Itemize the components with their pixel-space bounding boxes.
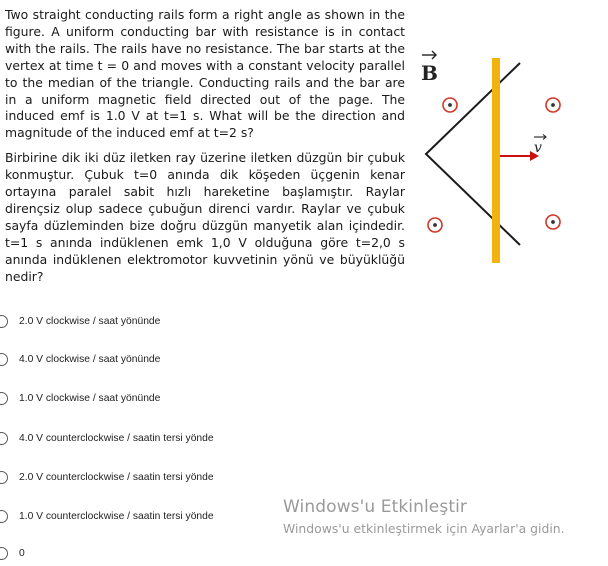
windows-activation-watermark [283,497,565,536]
velocity-label [534,135,546,157]
conducting-rails [426,63,520,245]
rail-figure [410,45,580,265]
answer-option-label: 4.0 V counterclockwise / saatin tersi yönde [19,432,214,444]
answer-option-label: 2.0 V clockwise / saat yönünde [19,315,161,327]
radio-button[interactable] [0,392,8,405]
answer-option[interactable] [0,467,214,487]
conducting-bar [492,58,500,263]
question-turkish: Birbirine dik iki düz iletken ray üzerine iletken düzgün bir çubuk konmuştur. Çubuk t=0 anında dik köşeden üçgenin kenar ortayına paralel sabit hızlı hareketine başlamıştır. Raylar dirençsiz olup sadece çubuğun direnci vardır. Raylar ve çubuk sayfa düzleminden bize doğru düzgün manyetik alan içindedir. t=1 s anında indüklenen emk 1,0 V olduğuna göre t=2,0 s anında indüklenen elektromotor kuvvetinin yönü ve büyüklüğü nedir? [5,150,405,284]
field-label-text: B [421,61,438,85]
answer-option-label: 2.0 V counterclockwise / saatin tersi yönde [19,471,214,483]
answer-option[interactable] [0,388,160,408]
answer-option[interactable] [0,506,214,526]
radio-button[interactable] [0,547,8,560]
answer-option[interactable] [0,311,160,331]
radio-button[interactable] [0,315,8,328]
answer-option-label: 1.0 V counterclockwise / saatin tersi yönde [19,510,214,522]
answer-option[interactable] [0,428,214,448]
question-text [5,7,405,286]
question-english: Two straight conducting rails form a right angle as shown in the figure. A uniform conducting bar with resistance is in contact with the rails. The rails have no resistance. The bar starts at the vertex at time t = 0 and moves with a constant velocity parallel to the median of the triangle. Conducting rails and the bar are in a uniform magnetic field directed out of the page. The induced emf is 1.0 V at t=1 s. What will be the direction and magnitude of the induced emf at t=2 s? [5,7,405,141]
velocity-label-text: v [534,140,542,156]
radio-button[interactable] [0,353,8,366]
answer-option[interactable] [0,543,25,563]
watermark-title: Windows'u Etkinleştir [283,497,468,517]
field-out-icon [443,98,457,112]
watermark-subtitle: Windows'u etkinleştirmek için Ayarlar'a gidin. [283,521,565,536]
radio-button[interactable] [0,471,8,484]
field-out-icon [546,215,560,229]
field-label [421,51,438,85]
answer-option-label: 1.0 V clockwise / saat yönünde [19,392,161,404]
answer-option-label: 0 [19,547,25,559]
answer-option[interactable] [0,349,160,369]
answer-option-label: 4.0 V clockwise / saat yönünde [19,353,161,365]
radio-button[interactable] [0,510,8,523]
radio-button[interactable] [0,432,8,445]
field-out-icon [546,98,560,112]
field-out-icon [428,218,442,232]
